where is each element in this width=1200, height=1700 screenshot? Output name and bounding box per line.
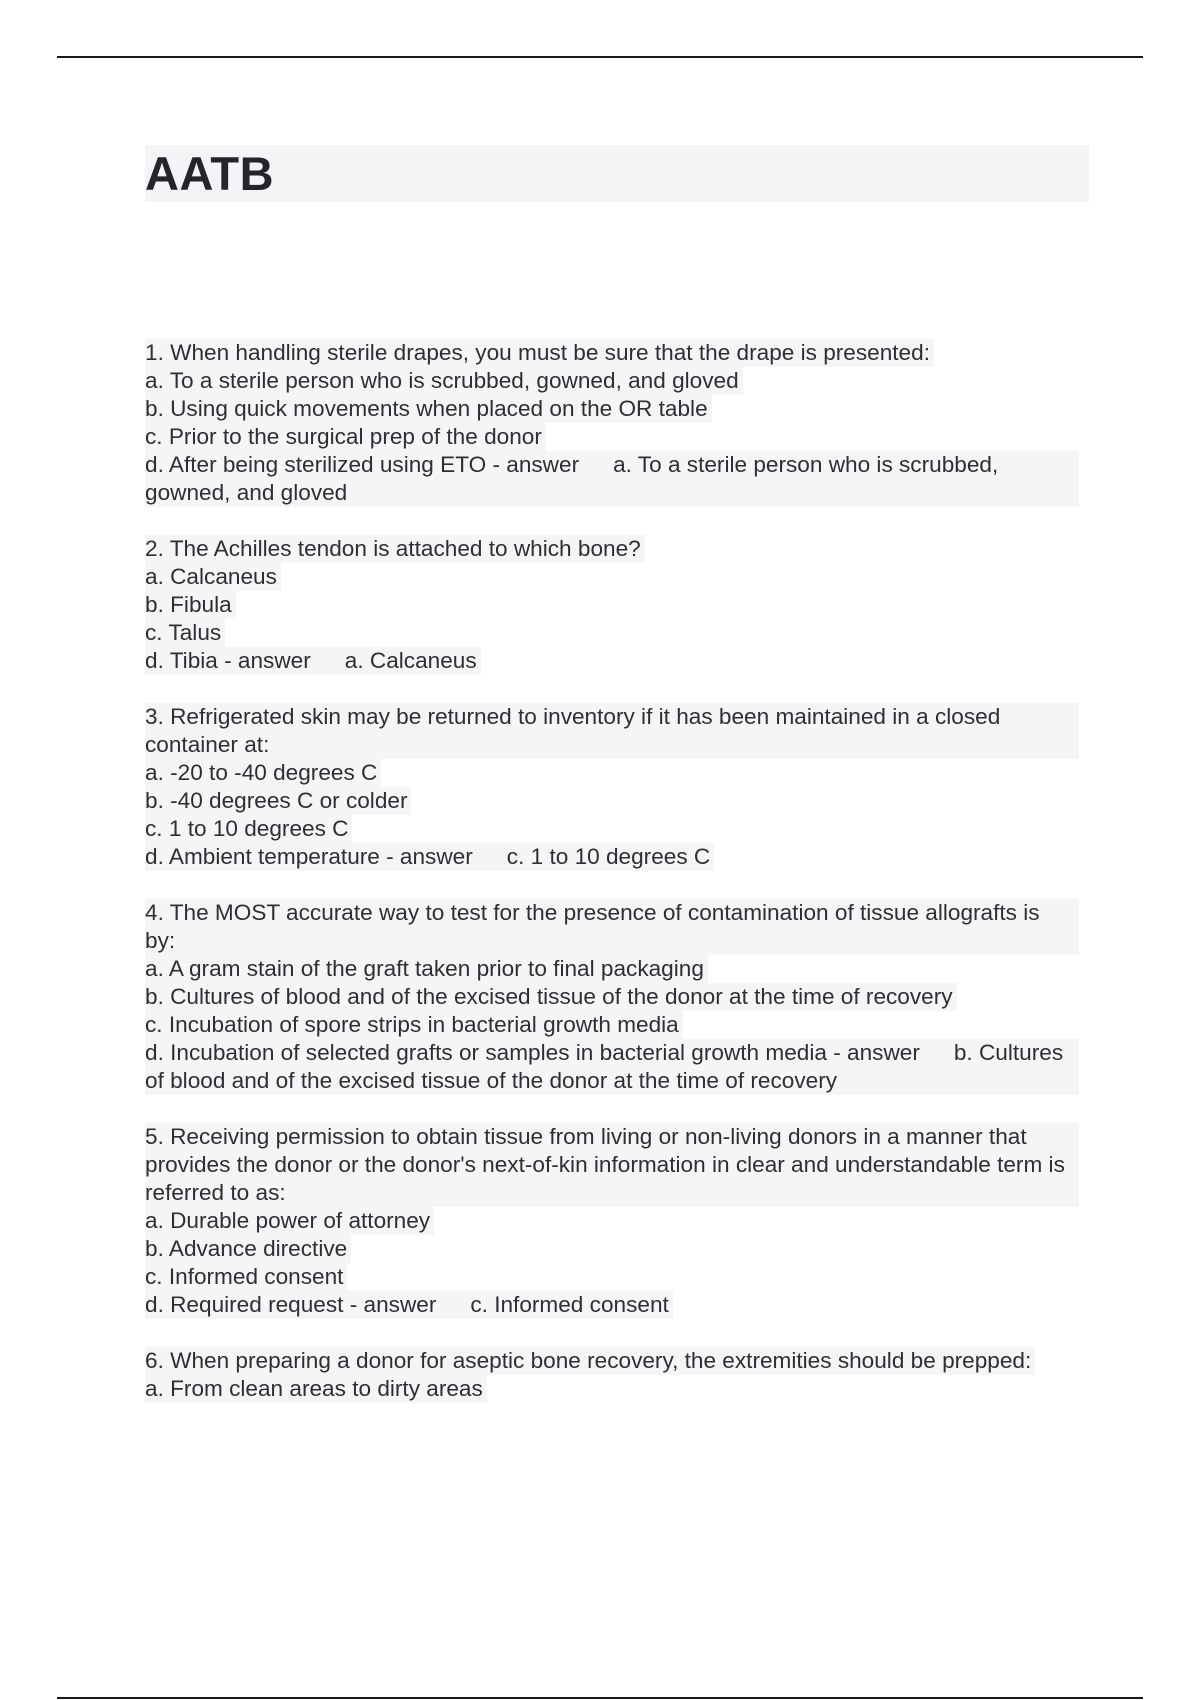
- question-stem: 3. Refrigerated skin may be returned to inventory if it has been maintained in a closed container at:: [145, 703, 1079, 759]
- answer-text: a. Calcaneus: [344, 648, 477, 673]
- option-c: c. Informed consent: [145, 1263, 347, 1291]
- option-d: d. Incubation of selected grafts or samples in bacterial growth media - answer: [145, 1040, 920, 1065]
- question-list: [145, 339, 1085, 1431]
- option-d-with-answer: [145, 647, 481, 675]
- option-a: a. Calcaneus: [145, 563, 281, 591]
- option-c: c. 1 to 10 degrees C: [145, 815, 352, 843]
- option-c: c. Prior to the surgical prep of the donor: [145, 423, 546, 451]
- option-d-with-answer: [145, 843, 714, 871]
- option-b: b. Fibula: [145, 591, 236, 619]
- question-3: [145, 703, 1085, 871]
- answer-text: a. To a sterile person who is scrubbed, gowned, and gloved: [145, 452, 1005, 505]
- option-d: d. Tibia - answer: [145, 648, 311, 673]
- option-a: a. -20 to -40 degrees C: [145, 759, 381, 787]
- option-b: b. Using quick movements when placed on the OR table: [145, 395, 712, 423]
- option-b: b. -40 degrees C or colder: [145, 787, 411, 815]
- option-d: d. Required request - answer: [145, 1292, 437, 1317]
- option-c: c. Incubation of spore strips in bacterial growth media: [145, 1011, 683, 1039]
- question-stem: 1. When handling sterile drapes, you must be sure that the drape is presented:: [145, 339, 934, 367]
- question-stem: 2. The Achilles tendon is attached to which bone?: [145, 535, 645, 563]
- answer-text: c. Informed consent: [470, 1292, 669, 1317]
- question-1: [145, 339, 1085, 507]
- option-d: d. After being sterilized using ETO - answer: [145, 452, 580, 477]
- question-4: [145, 899, 1085, 1095]
- option-d-with-answer: [145, 1039, 1079, 1095]
- option-c: c. Talus: [145, 619, 225, 647]
- option-d-with-answer: [145, 1291, 673, 1319]
- title-highlight: [145, 145, 1089, 202]
- question-stem: 6. When preparing a donor for aseptic bone recovery, the extremities should be prepped:: [145, 1347, 1035, 1375]
- page-title: AATB: [145, 147, 275, 200]
- option-d-with-answer: [145, 451, 1079, 507]
- option-d: d. Ambient temperature - answer: [145, 844, 473, 869]
- question-5: [145, 1123, 1085, 1319]
- question-stem: 4. The MOST accurate way to test for the presence of contamination of tissue allografts is by:: [145, 899, 1079, 955]
- option-b: b. Advance directive: [145, 1235, 351, 1263]
- option-b: b. Cultures of blood and of the excised tissue of the donor at the time of recovery: [145, 983, 957, 1011]
- option-a: a. To a sterile person who is scrubbed, gowned, and gloved: [145, 367, 743, 395]
- question-2: [145, 535, 1085, 675]
- question-stem: 5. Receiving permission to obtain tissue from living or non-living donors in a manner that provides the donor or the donor's next-of-kin information in clear and understandable term is referred to as:: [145, 1123, 1079, 1207]
- bottom-rule: [57, 1697, 1143, 1699]
- option-a: a. Durable power of attorney: [145, 1207, 434, 1235]
- question-6: [145, 1347, 1085, 1403]
- top-rule: [57, 56, 1143, 58]
- option-a: a. From clean areas to dirty areas: [145, 1375, 487, 1403]
- answer-text: b. Cultures of blood and of the excised tissue of the donor at the time of recovery: [145, 1040, 1070, 1093]
- answer-text: c. 1 to 10 degrees C: [506, 844, 711, 869]
- option-a: a. A gram stain of the graft taken prior to final packaging: [145, 955, 708, 983]
